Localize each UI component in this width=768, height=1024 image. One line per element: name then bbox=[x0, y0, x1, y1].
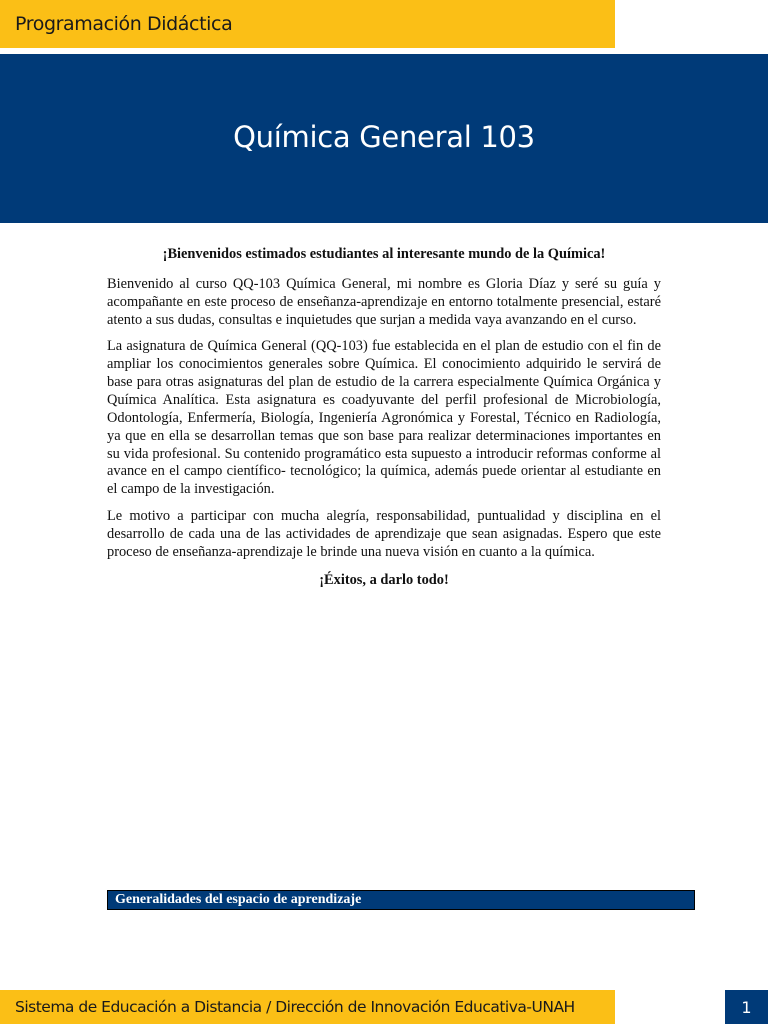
title-banner bbox=[0, 54, 768, 223]
section-header bbox=[107, 890, 695, 910]
header-bar bbox=[0, 0, 615, 48]
footer-text: Sistema de Educación a Distancia / Dirección de Innovación Educativa-UNAH bbox=[15, 998, 575, 1016]
paragraph-motivation: Le motivo a participar con mucha alegría, responsabilidad, puntualidad y disciplina en el desarrollo de cada una de las actividades de aprendizaje que sean asignadas. Espero que este proceso de enseñanza-aprendizaje le brinde una nueva visión en cuanto a la química. bbox=[107, 507, 661, 560]
paragraph-course-description: La asignatura de Química General (QQ-103) fue establecida en el plan de estudio con el fin de ampliar los conocimientos generales sobre Química. El conocimiento adquirido le servirá de base para otras asignaturas del plan de estudio de la carrera especialmente Química Orgánica y Química Analítica. Esta asignatura es coadyuvante del perfil profesional de Microbiología, Odontología, Enfermería, Biología, Ingeniería Agronómica y Forestal, Técnico en Radiología, ya que en ella se desarrollan temas que son base para realizar determinaciones importantes en su vida profesional. Su contenido programático esta supuesto a introducir reformas conforme al avance en el campo científico- tecnológico; la química, además puede orientar al estudiante en el campo de la investigación. bbox=[107, 338, 661, 498]
closing-line: ¡Éxitos, a darlo todo! bbox=[319, 571, 449, 588]
course-title: Química General 103 bbox=[233, 119, 535, 154]
welcome-greeting: ¡Bienvenidos estimados estudiantes al interesante mundo de la Química! bbox=[162, 246, 606, 262]
footer-bar bbox=[0, 990, 615, 1024]
section-title: Generalidades del espacio de aprendizaje bbox=[115, 892, 362, 907]
paragraph-intro: Bienvenido al curso QQ-103 Química General, mi nombre es Gloria Díaz y seré su guía y acompañante en este proceso de enseñanza-aprendizaje en entorno totalmente presencial, estaré atento a sus dudas, consultas e inquietudes que surjan a medida vaya avanzando en el curso. bbox=[107, 275, 661, 328]
page-number: 1 bbox=[741, 997, 752, 1017]
welcome-content bbox=[107, 246, 661, 589]
header-label: Programación Didáctica bbox=[15, 13, 233, 35]
page-number-box bbox=[725, 990, 768, 1024]
